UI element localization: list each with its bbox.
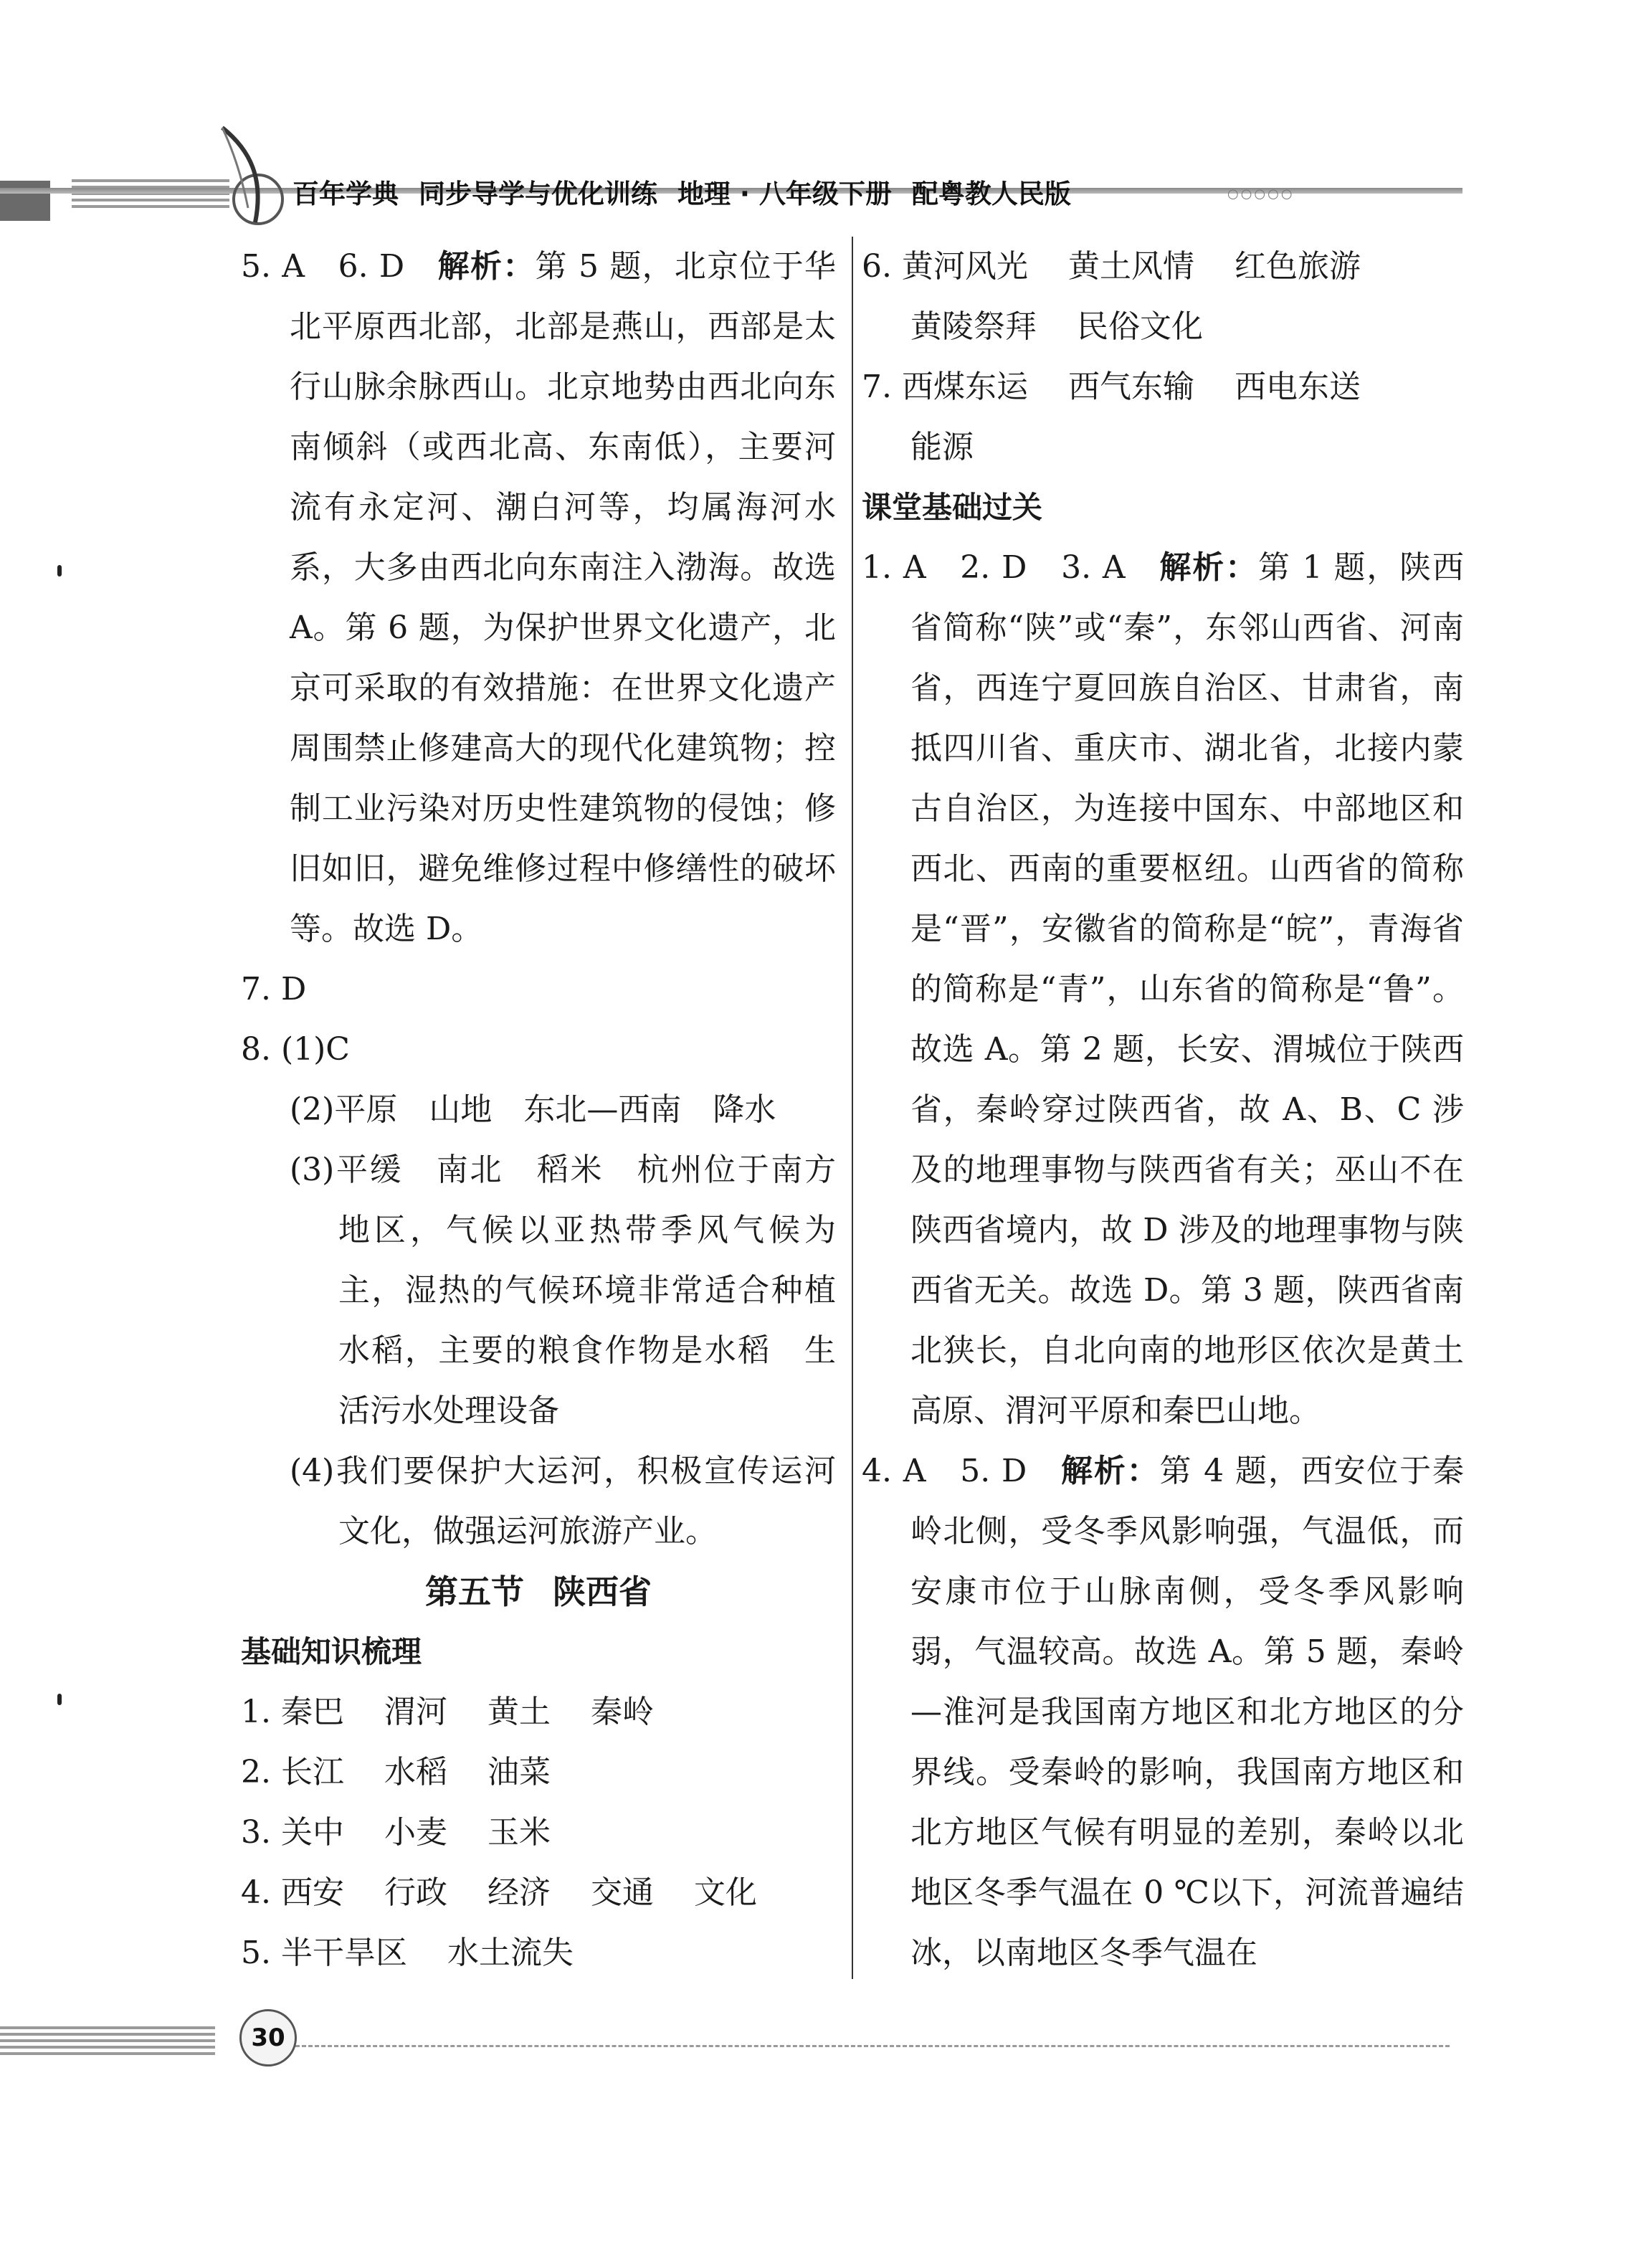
analysis-text: 第 4 题，西安位于秦岭北侧，受冬季风影响强，气温低，而安康市位于山脉南侧，受冬季风影响弱，气温较高。故选 A。第 5 题，秦岭—淮河是我国南方地区和北方地区的分界线。受秦岭的影响，我国南方地区和北方地区气候有明显的差别，秦岭以北地区冬季气温在 0 ℃以下，河流普遍结冰，以南地区冬季气温在: [910, 1453, 1464, 1971]
page-number: 30: [239, 2009, 297, 2067]
answer-cell: 民俗文化: [1077, 308, 1203, 345]
answer-prefix: 1. A 2. D 3. A: [862, 549, 1160, 586]
answer-cell: 西电东送: [1234, 369, 1361, 405]
running-header: [292, 176, 1071, 212]
list-cell: 玉米: [487, 1814, 551, 1851]
list-cell: 4. 西安: [241, 1874, 344, 1911]
answer-q6-line2: [862, 297, 1464, 357]
answer-q8-2: (2)平原 山地 东北—西南 降水: [290, 1091, 776, 1128]
analysis-label: 解析：: [437, 248, 536, 285]
answer-cell: 红色旅游: [1234, 248, 1361, 285]
list-cell: 水土流失: [447, 1935, 574, 1971]
header-edition: 配粤教人民版: [911, 179, 1071, 209]
list-cell: 小麦: [384, 1814, 447, 1851]
answer-prefix: 4. A 5. D: [862, 1453, 1061, 1489]
answer-q5-6: [241, 237, 836, 959]
answer-cell: 6. 黄河风光: [862, 248, 1028, 285]
margin-mark: [57, 1694, 62, 1705]
header-subject: 地理 · 八年级下册: [677, 179, 892, 209]
list-cell: 秦岭: [590, 1694, 654, 1730]
list-cell: 5. 半干旱区: [241, 1935, 407, 1971]
header-stripes: [72, 179, 229, 208]
margin-mark: [57, 565, 62, 577]
column-divider: [852, 237, 853, 1979]
right-column: [862, 237, 1464, 1983]
list-cell: 交通: [590, 1874, 654, 1911]
quill-icon: [208, 122, 294, 229]
answer-q7: 7. D: [241, 971, 307, 1007]
list-item: [241, 1863, 836, 1923]
answer-q8-3: (3)平缓 南北 稻米 杭州位于南方地区，气候以亚热带季风气候为主，湿热的气候环境非常适合种植水稻，主要的粮食作物是水稻 生活污水处理设备: [290, 1152, 836, 1429]
answer-cell: 黄土风情: [1067, 248, 1194, 285]
answer-cell: 7. 西煤东运: [862, 369, 1028, 405]
list-item: [241, 1682, 836, 1742]
section-name: 陕西省: [553, 1572, 652, 1611]
list-item: [241, 1742, 836, 1803]
analysis-text: 第 1 题，陕西省简称“陕”或“秦”，东邻山西省、河南省，西连宁夏回族自治区、甘肃省，南抵四川省、重庆市、湖北省，北接内蒙古自治区，为连接中国东、中部地区和西北、西南的重要枢纽。山西省的简称是“晋”，安徽省的简称是“皖”，青海省的简称是“青”，山东省的简称是“鲁”。故选 A。第 2 题，长安、渭城位于陕西省，秦岭穿过陕西省，故 A、B、C 涉及的地理事物与陕西省有关；巫山不在陕西省境内，故 D 涉及的地理事物与陕西省无关。故选 D。第 3 题，陕西省南北狭长，自北向南的地形区依次是黄土高原、渭河平原和秦巴山地。: [910, 549, 1465, 1429]
list-cell: 经济: [487, 1874, 551, 1911]
footer-rule: [295, 2045, 1450, 2047]
list-item: [241, 1803, 836, 1863]
answer-q8-4: (4)我们要保护大运河，积极宣传运河文化，做强运河旅游产业。: [290, 1453, 836, 1550]
answer-cell: 西气东输: [1067, 369, 1194, 405]
list-cell: 黄土: [487, 1694, 551, 1730]
list-item: [241, 1923, 836, 1983]
analysis-label: 解析：: [1061, 1453, 1160, 1489]
list-cell: 行政: [384, 1874, 447, 1911]
header-series: 同步导学与优化训练: [419, 179, 657, 209]
list-cell: 1. 秦巴: [241, 1694, 344, 1730]
list-cell: 3. 关中: [241, 1814, 344, 1851]
answer-q4-5: [862, 1441, 1464, 1983]
sub-heading-classroom: 课堂基础过关: [862, 490, 1043, 525]
answer-q7-line1: [862, 357, 1464, 417]
list-cell: 2. 长江: [241, 1754, 344, 1790]
header-dots: ○○○○○: [1227, 186, 1295, 201]
list-cell: 油菜: [487, 1754, 551, 1790]
section-title: [241, 1562, 836, 1622]
answer-q6-line1: [862, 237, 1464, 297]
list-cell: 渭河: [384, 1694, 447, 1730]
answer-prefix: 5. A 6. D: [241, 248, 438, 285]
answer-q1-3: [862, 538, 1464, 1441]
header-brand: 百年学典: [292, 179, 399, 209]
sub-heading: 基础知识梳理: [241, 1634, 422, 1669]
left-column: [241, 237, 836, 1983]
section-number: 第五节: [425, 1572, 524, 1611]
analysis-label: 解析：: [1159, 549, 1258, 586]
analysis-text: 第 5 题，北京位于华北平原西北部，北部是燕山，西部是太行山脉余脉西山。北京地势由西北向东南倾斜（或西北高、东南低），主要河流有永定河、潮白河等，均属海河水系，大多由西北向东南注入渤海。故选 A。第 6 题，为保护世界文化遗产，北京可采取的有效措施：在世界文化遗产周围禁止修建高大的现代化建筑物；控制工业污染对历史性建筑物的侵蚀；修旧如旧，避免维修过程中修缮性的破坏等。故选 D。: [290, 248, 836, 947]
answer-q8-1: 8. (1)C: [241, 1031, 350, 1068]
list-cell: 文化: [693, 1874, 757, 1911]
answer-q7-line2: 能源: [910, 429, 974, 465]
answer-cell: 黄陵祭拜: [910, 308, 1037, 345]
header-left-block: [0, 181, 50, 221]
list-cell: 水稻: [384, 1754, 447, 1790]
footer-stripes: [0, 2026, 215, 2055]
